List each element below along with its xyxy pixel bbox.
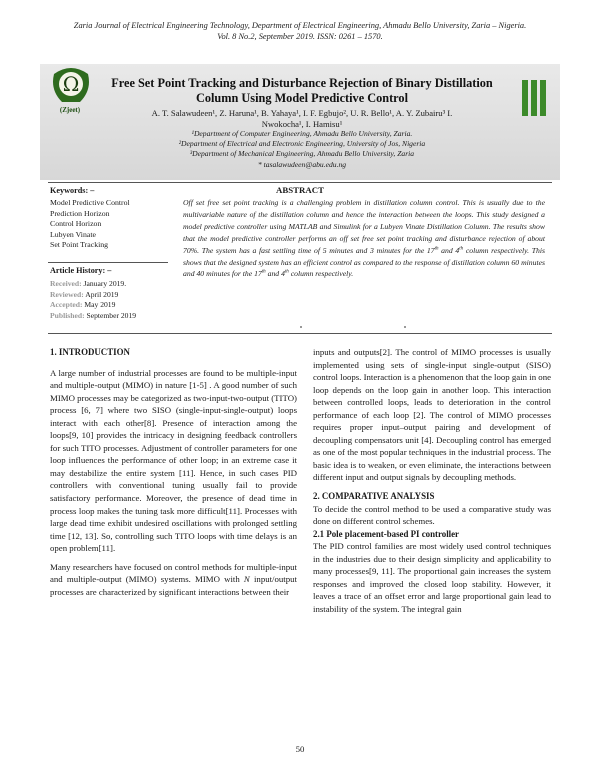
keywords-title: Keywords: – <box>50 186 95 195</box>
intro-paragraph-2: Many researchers have focused on control methods for multiple-input and multiple-output (MIMO) systems. MIMO with N input/output processes are characterized by significant interactions between their <box>50 561 297 597</box>
affiliations <box>96 129 508 170</box>
history-published: Published: September 2019 <box>50 310 137 320</box>
divider-top <box>48 182 552 183</box>
right-paragraph-2: To decide the control method to be used a comparative study was done on different control schemes. <box>313 503 551 527</box>
section-heading-comparative: 2. COMPARATIVE ANALYSIS <box>313 491 435 502</box>
right-column <box>313 346 551 615</box>
logo-symbol: Ω <box>62 72 80 96</box>
logo-label: (Zjeet) <box>59 106 81 114</box>
separator-dot <box>300 326 302 328</box>
authors <box>96 108 508 130</box>
right-paragraph-3: The PID control families are most widely used control techniques in the industries due to their design simplicity and applicability to many processes[9, 11]. The proportional gain increases the system responses and improved the closed loop stability. However, it leaves a trace of an offset error and large proportional gain lead to instability of the system. The integral gain <box>313 541 551 614</box>
title-line1: Free Set Point Tracking and Disturbance Rejection of Binary Distillation <box>111 76 493 90</box>
paper-title <box>96 76 508 106</box>
keyword-item: Control Horizon <box>50 219 102 228</box>
omega-logo-icon <box>50 66 92 106</box>
journal-header <box>40 20 560 42</box>
journal-logo <box>50 66 92 114</box>
article-history <box>50 279 136 321</box>
journal-header-line1: Zaria Journal of Electrical Engineering Technology, Department of Electrical Engineering, Ahmadu Bello University, Zaria – Nigeria. <box>73 21 527 30</box>
intro-paragraph-1: A large number of industrial processes are found to be multiple-input and multiple-output (MIMO) in nature [1-5] . A good number of such MIMO processes may be categorized as two-input-two-output (TITO) process [6, 7] where two SISO (single-input-single-output) loops interact with each other[8]. Presence of interaction among the loops[9, 10] provides the intricacy in designing feedback controllers for such TITO processes. Adjustment of controller parameters for one loop influences the performance of other loop; in an extreme case it may destabilize the entire system [11]. Hence, in such cases PID controllers with conventional tuning usually fail to provide satisfactory performance. Moreover, the presence of dead time in process loop makes the tuning task more difficult[11]. Processes with large dead time exhibit undesired oscillations with prolonged settling time [12, 13]. So, controlling such TITO loops with time delays is an open problem[11]. <box>50 367 297 554</box>
subsection-heading-pole-placement: 2.1 Pole placement-based PI controller <box>313 528 459 539</box>
divider-keywords <box>48 262 168 263</box>
affiliation-1: ¹Department of Computer Engineering, Ahmadu Bello University, Zaria. <box>191 129 413 138</box>
authors-line1: A. T. Salawudeen¹, Z. Haruna¹, B. Yahaya¹, I. F. Egbujo², U. R. Bello¹, A. Y. Zubairu³ I. <box>151 108 453 118</box>
history-reviewed: Reviewed: April 2019 <box>50 289 119 299</box>
page-number: 50 <box>295 744 305 754</box>
keywords-list <box>50 198 130 251</box>
history-accepted: Accepted: May 2019 <box>50 300 116 310</box>
right-paragraph-1: inputs and outputs[2]. The control of MIMO processes is usually implemented using sets of single-input single-output (SISO) control loops. Interaction is a phenomenon that the loop gain in one loop depends on the loop gain in another loop. This interaction between controlled loops, leads to deterioration in the control performance of each loop [2]. The control of MIMO processes requires proper input–output pairing and development of decoupling compensators unit [4]. Decoupling control has emerged as one of the most popular techniques in the industrial process. The basic idea is to weaken, or even eliminate, the interactions between different input and output signals by decoupling methods. <box>313 347 551 483</box>
affiliation-2: ²Department of Electrical and Electronic Engineering, University of Jos, Nigeria <box>178 139 426 149</box>
section-heading-introduction: 1. INTRODUCTION <box>50 347 130 357</box>
decorative-green-bars <box>520 76 548 120</box>
article-history-title: Article History: – <box>50 266 112 275</box>
left-column <box>50 346 297 598</box>
authors-line2: Nwokocha¹, I. Hamisu¹ <box>261 119 343 129</box>
keyword-item: Lubyen Vinate <box>50 229 96 239</box>
history-received: Received: January 2019. <box>50 279 127 288</box>
keyword-item: Set Point Tracking <box>50 240 109 249</box>
separator-dot <box>404 326 406 328</box>
journal-header-line2: Vol. 8 No.2, September 2019. ISSN: 0261 – 1570. <box>217 32 383 41</box>
keyword-item: Prediction Horizon <box>50 208 110 218</box>
contact-email: * tasalawudeen@abu.edu.ng <box>257 159 347 169</box>
abstract-title: ABSTRACT <box>276 185 324 195</box>
title-line2: Column Using Model Predictive Control <box>195 91 408 105</box>
title-band <box>40 64 560 180</box>
affiliation-3: ³Department of Mechanical Engineering, Ahmadu Bello University, Zaria <box>189 149 415 159</box>
keyword-item: Model Predictive Control <box>50 198 130 207</box>
divider-bottom <box>48 333 552 334</box>
abstract-text: Off set free set point tracking is a challenging problem in distillation column control. This is usually due to the multivariable nature of the distillation column and hence the interaction between the loops. This study designed a model predictive controller using MATLAB and Simulink for a Lubyen Vinate Distillation Column. The results show that the model predictive controller performs an off set free set point tracking and disturbance rejection of about 70%. The system has a fast settling time of 5 minutes and 3 minutes for the 17th and 4th column respectively. This shows that the designed system has an efficient control as compared to the response of distillation column 60 minutes and 40 minutes for the 17th and 4th column respectively. <box>183 198 545 279</box>
